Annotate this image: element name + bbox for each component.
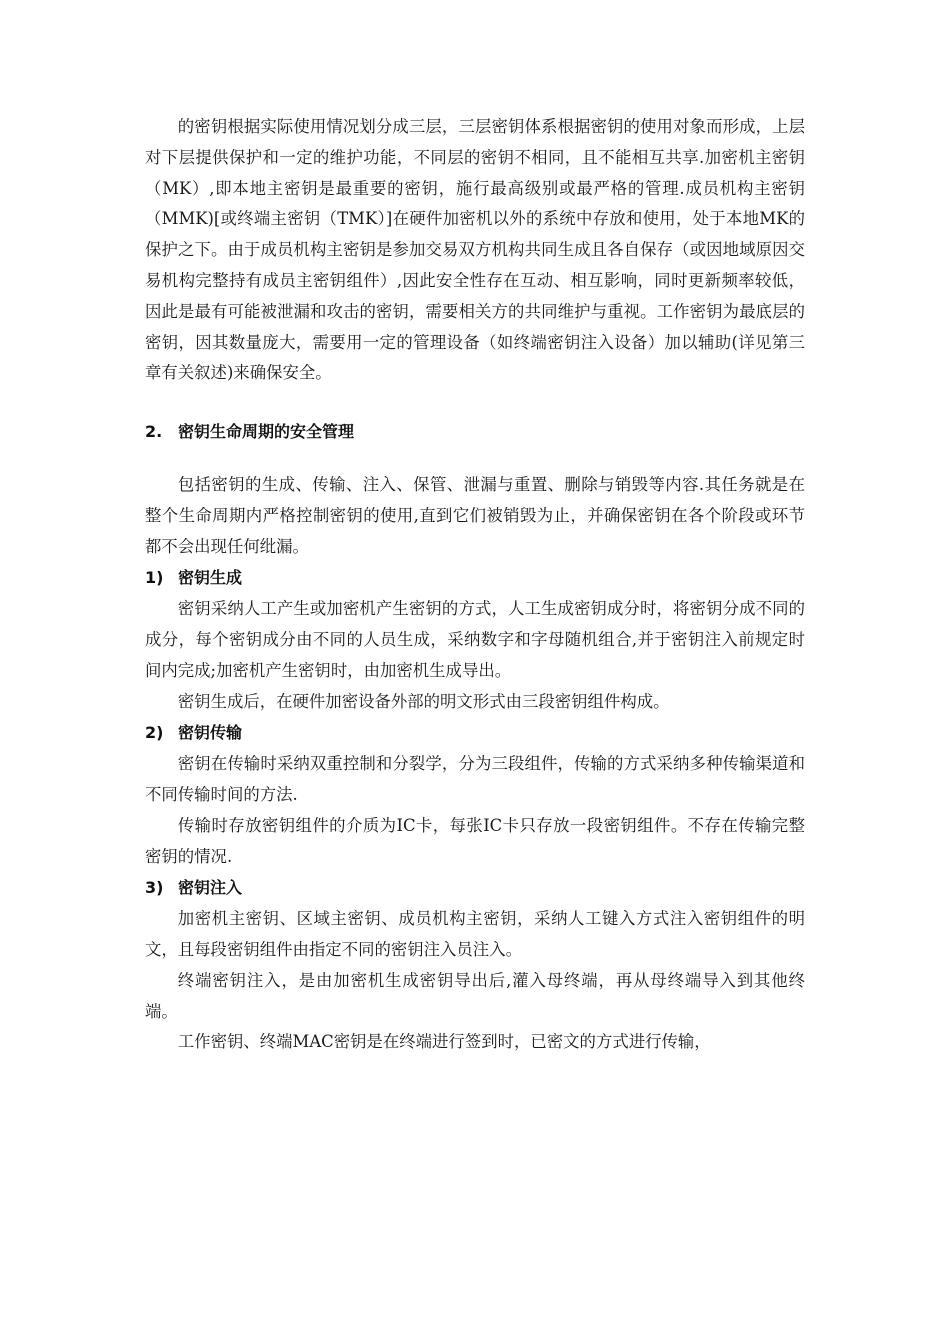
subsection-3-paragraph-3: 工作密钥、终端MAC密钥是在终端进行签到时，已密文的方式进行传输，	[177, 1032, 711, 1052]
document-body	[145, 112, 805, 1058]
subsection-3-paragraph-2: 终端密钥注入，是由加密机生成密钥导出后,灌入母终端，再从母终端导入到其他终端。	[145, 970, 805, 1021]
subsection-1-paragraph-1: 密钥采纳人工产生或加密机产生密钥的方式，人工生成密钥成分时，将密钥分成不同的成分，每个密钥成分由不同的人员生成，采纳数字和字母随机组合,并于密钥注入前规定时间内完成;加密机产生密钥时，由加密机生成导出。	[145, 599, 805, 680]
subsection-1-number: 1)	[145, 568, 164, 588]
section-2-title: 密钥生命周期的安全管理	[178, 422, 355, 442]
subsection-3-number: 3)	[145, 878, 164, 898]
subsection-1-heading	[145, 563, 805, 594]
section-2-number: 2.	[145, 422, 163, 442]
subsection-2-paragraph-2: 传输时存放密钥组件的介质为IC卡，每张IC卡只存放一段密钥组件。不存在传输完整密钥的情况.	[145, 815, 805, 866]
subsection-2-title: 密钥传输	[178, 723, 243, 743]
subsection-2-paragraph-1: 密钥在传输时采纳双重控制和分裂学，分为三段组件，传输的方式采纳多种传输渠道和不同传输时间的方法.	[145, 754, 805, 804]
subsection-2-heading	[145, 718, 805, 749]
subsection-1-title: 密钥生成	[178, 568, 243, 588]
subsection-3-paragraph-1: 加密机主密钥、区域主密钥、成员机构主密钥，采纳人工键入方式注入密钥组件的明文，且每段密钥组件由指定不同的密钥注入员注入。	[145, 909, 805, 959]
subsection-3-title: 密钥注入	[178, 878, 243, 898]
subsection-3-heading	[145, 873, 805, 904]
section-2-intro-paragraph: 包括密钥的生成、传输、注入、保管、泄漏与重置、删除与销毁等内容.其任务就是在整个生命周期内严格控制密钥的使用,直到它们被销毁为止，并确保密钥在各个阶段或环节都不会出现任何纰漏。	[145, 474, 805, 556]
subsection-1-paragraph-2: 密钥生成后，在硬件加密设备外部的明文形式由三段密钥组件构成。	[177, 691, 670, 711]
intro-paragraph: 的密钥根据实际使用情况划分成三层，三层密钥体系根据密钥的使用对象而形成，上层对下层提供保护和一定的维护功能，不同层的密钥不相同，且不能相互共享.加密机主密钥（MK）,即本地主密钥是最重要的密钥，施行最高级别或最严格的管理.成员机构主密钥（MMK)[或终端主密钥（TMK）]在硬件加密机以外的系统中存放和使用，处于本地MK的保护之下。由于成员机构主密钥是参加交易双方机构共同生成且各自保存（或因地域原因交易机构完整持有成员主密钥组件）,因此安全性存在互动、相互影响，同时更新频率较低，因此是最有可能被泄漏和攻击的密钥，需要相关方的共同维护与重视。工作密钥为最底层的密钥，因其数量庞大，需要用一定的管理设备（如终端密钥注入设备）加以辅助(详见第三章有关叙述)来确保安全。	[145, 117, 805, 383]
subsection-2-number: 2)	[145, 723, 164, 743]
section-2-heading	[145, 417, 805, 448]
